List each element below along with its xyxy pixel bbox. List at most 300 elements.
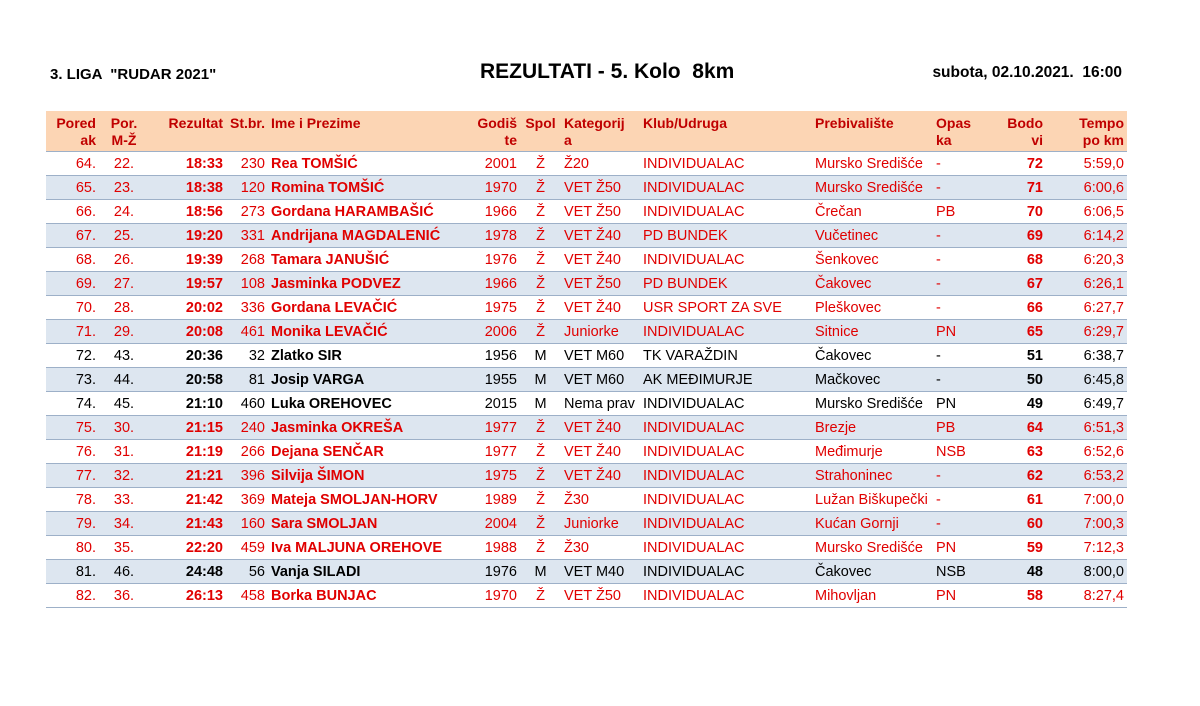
cell-time: 19:20: [149, 224, 226, 248]
cell-no: 230: [226, 152, 268, 176]
column-header-line1: Tempo: [1079, 115, 1124, 131]
cell-pace: 7:12,3: [1046, 536, 1127, 560]
cell-pace: 6:38,7: [1046, 344, 1127, 368]
cell-city: Mačkovec: [812, 368, 933, 392]
cell-year: 2001: [466, 152, 520, 176]
cell-city: Međimurje: [812, 440, 933, 464]
cell-sex: Ž: [520, 224, 561, 248]
cell-year: 1977: [466, 440, 520, 464]
cell-pos: 75.: [46, 416, 99, 440]
column-header-city: [812, 111, 933, 152]
cell-city: Mursko Središće: [812, 152, 933, 176]
cell-cat: VET Ž50: [561, 200, 640, 224]
cell-sex: M: [520, 344, 561, 368]
table-row: [46, 224, 1127, 248]
table-row: [46, 584, 1127, 608]
cell-club: INDIVIDUALAC: [640, 512, 812, 536]
cell-pts: 72: [989, 152, 1046, 176]
cell-no: 160: [226, 512, 268, 536]
column-header-line1: Ime i Prezime: [271, 115, 361, 131]
cell-time: 26:13: [149, 584, 226, 608]
cell-cat: VET Ž40: [561, 440, 640, 464]
table-row: [46, 560, 1127, 584]
cell-city: Mursko Središće: [812, 176, 933, 200]
cell-mz: 25.: [99, 224, 149, 248]
cell-sex: Ž: [520, 272, 561, 296]
cell-pace: 6:14,2: [1046, 224, 1127, 248]
table-header-row: [46, 111, 1127, 152]
table-row: [46, 368, 1127, 392]
cell-pos: 78.: [46, 488, 99, 512]
cell-time: 20:36: [149, 344, 226, 368]
column-header-line2: po km: [1082, 132, 1124, 148]
cell-club: INDIVIDUALAC: [640, 176, 812, 200]
column-header-line2: te: [504, 132, 517, 148]
cell-mz: 22.: [99, 152, 149, 176]
cell-pos: 81.: [46, 560, 99, 584]
cell-pts: 67: [989, 272, 1046, 296]
table-row: [46, 536, 1127, 560]
cell-club: INDIVIDUALAC: [640, 152, 812, 176]
cell-pace: 5:59,0: [1046, 152, 1127, 176]
column-header-line2: [815, 132, 930, 149]
cell-club: PD BUNDEK: [640, 272, 812, 296]
cell-sex: M: [520, 368, 561, 392]
cell-name: Sara SMOLJAN: [268, 512, 466, 536]
cell-year: 1956: [466, 344, 520, 368]
cell-city: Vučetinec: [812, 224, 933, 248]
cell-pos: 72.: [46, 344, 99, 368]
cell-sex: M: [520, 560, 561, 584]
cell-city: Strahoninec: [812, 464, 933, 488]
cell-pts: 51: [989, 344, 1046, 368]
column-header-line2: ak: [80, 132, 96, 148]
cell-cat: VET Ž40: [561, 224, 640, 248]
cell-club: USR SPORT ZA SVE: [640, 296, 812, 320]
cell-no: 460: [226, 392, 268, 416]
cell-pos: 79.: [46, 512, 99, 536]
cell-pos: 74.: [46, 392, 99, 416]
cell-sex: Ž: [520, 296, 561, 320]
cell-time: 20:08: [149, 320, 226, 344]
cell-sex: Ž: [520, 488, 561, 512]
cell-city: Šenkovec: [812, 248, 933, 272]
cell-pts: 59: [989, 536, 1046, 560]
cell-no: 336: [226, 296, 268, 320]
league-title: 3. LIGA "RUDAR 2021": [50, 66, 217, 83]
cell-time: 20:02: [149, 296, 226, 320]
cell-cat: Ž30: [561, 536, 640, 560]
cell-mz: 46.: [99, 560, 149, 584]
cell-note: PN: [933, 536, 989, 560]
column-header-line2: M-Ž: [111, 132, 137, 148]
table-row: [46, 200, 1127, 224]
table-row: [46, 416, 1127, 440]
column-header-time: [149, 111, 226, 152]
cell-year: 1976: [466, 560, 520, 584]
cell-mz: 45.: [99, 392, 149, 416]
cell-pos: 82.: [46, 584, 99, 608]
table-row: [46, 344, 1127, 368]
page-title: REZULTATI - 5. Kolo 8km: [480, 60, 735, 83]
cell-no: 108: [226, 272, 268, 296]
cell-no: 266: [226, 440, 268, 464]
cell-time: 19:39: [149, 248, 226, 272]
cell-time: 22:20: [149, 536, 226, 560]
cell-pts: 63: [989, 440, 1046, 464]
cell-sex: Ž: [520, 320, 561, 344]
cell-no: 120: [226, 176, 268, 200]
cell-cat: VET Ž40: [561, 416, 640, 440]
cell-no: 32: [226, 344, 268, 368]
cell-sex: Ž: [520, 512, 561, 536]
cell-pace: 6:26,1: [1046, 272, 1127, 296]
cell-note: -: [933, 248, 989, 272]
cell-name: Borka BUNJAC: [268, 584, 466, 608]
cell-note: PB: [933, 416, 989, 440]
cell-year: 1989: [466, 488, 520, 512]
cell-note: PB: [933, 200, 989, 224]
cell-mz: 23.: [99, 176, 149, 200]
cell-name: Dejana SENČAR: [268, 440, 466, 464]
cell-pts: 70: [989, 200, 1046, 224]
cell-pts: 60: [989, 512, 1046, 536]
cell-year: 1955: [466, 368, 520, 392]
cell-pts: 61: [989, 488, 1046, 512]
cell-pos: 73.: [46, 368, 99, 392]
cell-name: Silvija ŠIMON: [268, 464, 466, 488]
cell-city: Črečan: [812, 200, 933, 224]
cell-city: Čakovec: [812, 272, 933, 296]
cell-city: Čakovec: [812, 560, 933, 584]
cell-city: Mursko Središće: [812, 392, 933, 416]
cell-pace: 6:29,7: [1046, 320, 1127, 344]
cell-name: Vanja SILADI: [268, 560, 466, 584]
table-row: [46, 440, 1127, 464]
column-header-mz: [99, 111, 149, 152]
cell-time: 20:58: [149, 368, 226, 392]
cell-pace: 8:00,0: [1046, 560, 1127, 584]
cell-time: 18:33: [149, 152, 226, 176]
cell-pace: 8:27,4: [1046, 584, 1127, 608]
cell-no: 331: [226, 224, 268, 248]
cell-mz: 32.: [99, 464, 149, 488]
column-header-line1: Opas: [936, 115, 972, 131]
results-table: [46, 111, 1127, 608]
column-header-line1: Pored: [56, 115, 96, 131]
cell-note: -: [933, 368, 989, 392]
cell-sex: Ž: [520, 248, 561, 272]
cell-pos: 65.: [46, 176, 99, 200]
cell-name: Romina TOMŠIĆ: [268, 176, 466, 200]
cell-mz: 29.: [99, 320, 149, 344]
cell-mz: 26.: [99, 248, 149, 272]
cell-pts: 49: [989, 392, 1046, 416]
cell-pos: 69.: [46, 272, 99, 296]
cell-city: Kućan Gornji: [812, 512, 933, 536]
cell-pts: 65: [989, 320, 1046, 344]
cell-year: 1970: [466, 176, 520, 200]
cell-name: Gordana LEVAČIĆ: [268, 296, 466, 320]
cell-cat: VET Ž50: [561, 176, 640, 200]
column-header-line1: Rezultat: [168, 115, 223, 131]
column-header-year: [466, 111, 520, 152]
cell-cat: VET M60: [561, 344, 640, 368]
cell-cat: Juniorke: [561, 512, 640, 536]
cell-name: Luka OREHOVEC: [268, 392, 466, 416]
cell-club: INDIVIDUALAC: [640, 320, 812, 344]
cell-pts: 71: [989, 176, 1046, 200]
cell-sex: Ž: [520, 200, 561, 224]
column-header-line1: Godiš: [477, 115, 517, 131]
column-header-sex: [520, 111, 561, 152]
cell-no: 273: [226, 200, 268, 224]
cell-pace: 6:27,7: [1046, 296, 1127, 320]
cell-note: -: [933, 512, 989, 536]
cell-name: Monika LEVAČIĆ: [268, 320, 466, 344]
cell-year: 1970: [466, 584, 520, 608]
column-header-line2: [643, 132, 809, 149]
cell-sex: Ž: [520, 536, 561, 560]
cell-name: Iva MALJUNA OREHOVE: [268, 536, 466, 560]
column-header-no: [226, 111, 268, 152]
cell-note: NSB: [933, 440, 989, 464]
cell-year: 1975: [466, 464, 520, 488]
cell-cat: VET Ž40: [561, 464, 640, 488]
table-row: [46, 512, 1127, 536]
cell-club: INDIVIDUALAC: [640, 248, 812, 272]
cell-time: 21:42: [149, 488, 226, 512]
cell-mz: 44.: [99, 368, 149, 392]
cell-mz: 28.: [99, 296, 149, 320]
table-row: [46, 392, 1127, 416]
cell-name: Zlatko SIR: [268, 344, 466, 368]
cell-cat: VET Ž40: [561, 296, 640, 320]
cell-pos: 68.: [46, 248, 99, 272]
table-row: [46, 176, 1127, 200]
cell-pace: 6:45,8: [1046, 368, 1127, 392]
cell-pace: 6:49,7: [1046, 392, 1127, 416]
cell-city: Mursko Središće: [812, 536, 933, 560]
cell-no: 240: [226, 416, 268, 440]
table-row: [46, 152, 1127, 176]
cell-club: INDIVIDUALAC: [640, 584, 812, 608]
cell-pts: 64: [989, 416, 1046, 440]
cell-pace: 7:00,0: [1046, 488, 1127, 512]
cell-year: 1975: [466, 296, 520, 320]
cell-club: INDIVIDUALAC: [640, 464, 812, 488]
cell-mz: 34.: [99, 512, 149, 536]
cell-note: PN: [933, 320, 989, 344]
cell-club: INDIVIDUALAC: [640, 536, 812, 560]
column-header-name: [268, 111, 466, 152]
cell-year: 2015: [466, 392, 520, 416]
cell-club: INDIVIDUALAC: [640, 560, 812, 584]
cell-cat: Ž20: [561, 152, 640, 176]
cell-year: 2006: [466, 320, 520, 344]
cell-name: Rea TOMŠIĆ: [268, 152, 466, 176]
column-header-line2: [271, 132, 463, 149]
column-header-pace: [1046, 111, 1127, 152]
cell-no: 461: [226, 320, 268, 344]
table-row: [46, 464, 1127, 488]
cell-pts: 50: [989, 368, 1046, 392]
cell-name: Josip VARGA: [268, 368, 466, 392]
column-header-line1: Spol: [525, 115, 556, 131]
cell-time: 24:48: [149, 560, 226, 584]
cell-mz: 35.: [99, 536, 149, 560]
cell-club: TK VARAŽDIN: [640, 344, 812, 368]
cell-club: INDIVIDUALAC: [640, 392, 812, 416]
cell-club: INDIVIDUALAC: [640, 440, 812, 464]
cell-year: 1988: [466, 536, 520, 560]
cell-name: Jasminka OKREŠA: [268, 416, 466, 440]
cell-no: 458: [226, 584, 268, 608]
cell-pos: 66.: [46, 200, 99, 224]
cell-name: Jasminka PODVEZ: [268, 272, 466, 296]
cell-year: 1978: [466, 224, 520, 248]
column-header-line1: Bodo: [1007, 115, 1043, 131]
cell-note: -: [933, 152, 989, 176]
cell-mz: 36.: [99, 584, 149, 608]
cell-time: 19:57: [149, 272, 226, 296]
cell-sex: Ž: [520, 464, 561, 488]
cell-cat: VET Ž50: [561, 272, 640, 296]
cell-pace: 6:51,3: [1046, 416, 1127, 440]
cell-no: 369: [226, 488, 268, 512]
cell-pace: 6:52,6: [1046, 440, 1127, 464]
cell-name: Gordana HARAMBAŠIĆ: [268, 200, 466, 224]
column-header-line2: [229, 132, 265, 149]
cell-pts: 58: [989, 584, 1046, 608]
cell-city: Brezje: [812, 416, 933, 440]
cell-no: 268: [226, 248, 268, 272]
cell-pos: 71.: [46, 320, 99, 344]
cell-pts: 48: [989, 560, 1046, 584]
table-row: [46, 488, 1127, 512]
cell-pace: 6:00,6: [1046, 176, 1127, 200]
column-header-pos: [46, 111, 99, 152]
cell-city: Lužan Biškupečki: [812, 488, 933, 512]
column-header-line1: Klub/Udruga: [643, 115, 727, 131]
cell-club: AK MEĐIMURJE: [640, 368, 812, 392]
cell-pace: 6:53,2: [1046, 464, 1127, 488]
cell-note: PN: [933, 584, 989, 608]
table-row: [46, 296, 1127, 320]
cell-no: 459: [226, 536, 268, 560]
cell-cat: Juniorke: [561, 320, 640, 344]
cell-cat: Nema prav: [561, 392, 640, 416]
cell-cat: Ž30: [561, 488, 640, 512]
column-header-line2: vi: [1031, 132, 1043, 148]
cell-note: NSB: [933, 560, 989, 584]
column-header-pts: [989, 111, 1046, 152]
cell-pos: 80.: [46, 536, 99, 560]
cell-club: PD BUNDEK: [640, 224, 812, 248]
table-row: [46, 272, 1127, 296]
cell-pts: 69: [989, 224, 1046, 248]
cell-city: Čakovec: [812, 344, 933, 368]
cell-cat: VET M60: [561, 368, 640, 392]
cell-pts: 68: [989, 248, 1046, 272]
column-header-line1: St.br.: [229, 115, 265, 131]
cell-year: 1976: [466, 248, 520, 272]
column-header-line2: [523, 132, 558, 149]
cell-year: 1966: [466, 272, 520, 296]
table-row: [46, 248, 1127, 272]
cell-note: -: [933, 464, 989, 488]
cell-no: 396: [226, 464, 268, 488]
table-row: [46, 320, 1127, 344]
cell-cat: VET Ž50: [561, 584, 640, 608]
column-header-line2: ka: [936, 132, 952, 148]
cell-pos: 64.: [46, 152, 99, 176]
cell-city: Pleškovec: [812, 296, 933, 320]
cell-cat: VET Ž40: [561, 248, 640, 272]
cell-note: -: [933, 344, 989, 368]
cell-time: 21:10: [149, 392, 226, 416]
cell-note: -: [933, 488, 989, 512]
cell-city: Sitnice: [812, 320, 933, 344]
cell-club: INDIVIDUALAC: [640, 416, 812, 440]
cell-name: Tamara JANUŠIĆ: [268, 248, 466, 272]
cell-time: 21:19: [149, 440, 226, 464]
cell-name: Andrijana MAGDALENIĆ: [268, 224, 466, 248]
cell-club: INDIVIDUALAC: [640, 200, 812, 224]
cell-name: Mateja SMOLJAN-HORV: [268, 488, 466, 512]
cell-cat: VET M40: [561, 560, 640, 584]
cell-sex: M: [520, 392, 561, 416]
cell-club: INDIVIDUALAC: [640, 488, 812, 512]
cell-no: 81: [226, 368, 268, 392]
cell-sex: Ž: [520, 440, 561, 464]
cell-pos: 67.: [46, 224, 99, 248]
column-header-line2: [152, 132, 223, 149]
cell-mz: 31.: [99, 440, 149, 464]
cell-year: 1966: [466, 200, 520, 224]
cell-mz: 30.: [99, 416, 149, 440]
cell-mz: 27.: [99, 272, 149, 296]
cell-year: 1977: [466, 416, 520, 440]
cell-note: -: [933, 224, 989, 248]
column-header-club: [640, 111, 812, 152]
cell-sex: Ž: [520, 416, 561, 440]
cell-time: 21:15: [149, 416, 226, 440]
cell-pace: 6:20,3: [1046, 248, 1127, 272]
cell-pos: 76.: [46, 440, 99, 464]
cell-time: 18:38: [149, 176, 226, 200]
cell-time: 18:56: [149, 200, 226, 224]
column-header-line2: a: [564, 132, 572, 148]
document-header: [0, 58, 1200, 92]
cell-pts: 62: [989, 464, 1046, 488]
cell-pts: 66: [989, 296, 1046, 320]
cell-pace: 6:06,5: [1046, 200, 1127, 224]
table-body: [46, 152, 1127, 608]
event-datetime: subota, 02.10.2021. 16:00: [932, 64, 1122, 81]
cell-note: -: [933, 272, 989, 296]
cell-note: -: [933, 296, 989, 320]
column-header-cat: [561, 111, 640, 152]
cell-note: PN: [933, 392, 989, 416]
cell-time: 21:43: [149, 512, 226, 536]
cell-mz: 43.: [99, 344, 149, 368]
cell-sex: Ž: [520, 584, 561, 608]
cell-no: 56: [226, 560, 268, 584]
cell-mz: 33.: [99, 488, 149, 512]
cell-pos: 77.: [46, 464, 99, 488]
column-header-line1: Por.: [110, 115, 138, 131]
